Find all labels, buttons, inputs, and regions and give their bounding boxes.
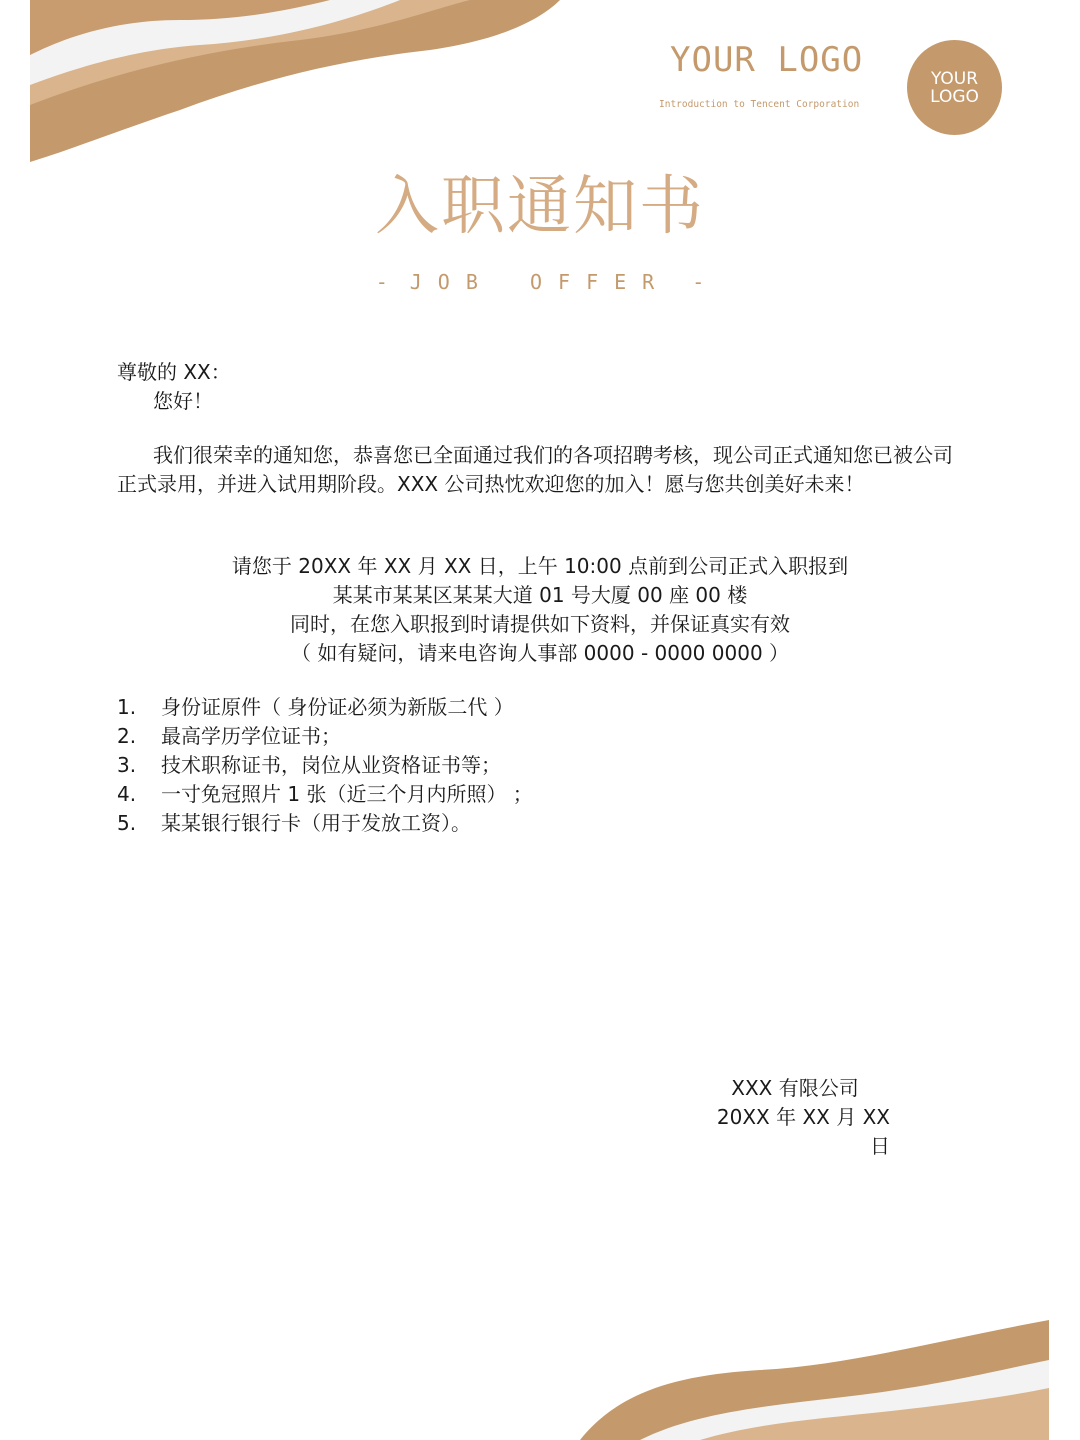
detail-line: （ 如有疑问，请来电咨询人事部 0000 - 0000 0000 ）	[290, 641, 790, 665]
page-title: 入职通知书	[375, 170, 705, 244]
page-subtitle	[0, 270, 1080, 294]
list-item-text: 一寸免冠照片 1 张（近三个月内所照） ；	[161, 782, 533, 806]
list-item	[117, 809, 533, 838]
signature-block	[700, 1074, 890, 1161]
list-item-number: 4.	[117, 782, 137, 806]
salutation: 尊敬的 XX：	[117, 360, 231, 384]
required-documents-list	[117, 693, 533, 838]
company-name: XXX 有限公司	[731, 1076, 859, 1100]
greeting: 您好！	[153, 389, 213, 413]
logo-badge	[907, 40, 1002, 135]
subtitle-dash-left: -	[375, 270, 388, 294]
signature-date: 20XX 年 XX 月 XX 日	[716, 1105, 890, 1158]
list-item	[117, 751, 533, 780]
logo-badge-text: YOUR LOGO	[930, 68, 979, 107]
list-item	[117, 780, 533, 809]
bottom-wave-decoration	[560, 1300, 1080, 1440]
detail-line: 某某市某某区某某大道 01 号大厦 00 座 00 楼	[332, 583, 748, 607]
logo-text: YOUR LOGO	[670, 40, 864, 80]
subtitle-word-offer: OFFER	[530, 270, 671, 294]
list-item	[117, 693, 533, 722]
subtitle-word-job: JOB	[409, 270, 494, 294]
arrival-details	[0, 552, 1080, 668]
list-item-text: 技术职称证书，岗位从业资格证书等；	[161, 753, 501, 777]
body-paragraph: 我们很荣幸的通知您，恭喜您已全面通过我们的各项招聘考核，现公司正式通知您已被公司正式录用，并进入试用期阶段。XXX 公司热忱欢迎您的加入！愿与您共创美好未来！	[117, 443, 953, 496]
list-item-number: 5.	[117, 811, 137, 835]
subtitle-dash-right: -	[692, 270, 705, 294]
detail-line: 请您于 20XX 年 XX 月 XX 日，上午 10:00 点前到公司正式入职报到	[231, 554, 849, 578]
list-item	[117, 722, 533, 751]
list-item-number: 1.	[117, 695, 137, 719]
list-item-number: 2.	[117, 724, 137, 748]
list-item-text: 某某银行银行卡（用于发放工资）。	[161, 811, 471, 835]
logo-subtitle: Introduction to Tencent Corporation	[659, 99, 860, 110]
list-item-number: 3.	[117, 753, 137, 777]
top-wave-decoration	[0, 0, 620, 175]
detail-line: 同时，在您入职报到时请提供如下资料，并保证真实有效	[290, 612, 790, 636]
list-item-text: 最高学历学位证书；	[161, 724, 341, 748]
list-item-text: 身份证原件（ 身份证必须为新版二代 ）	[161, 695, 514, 719]
